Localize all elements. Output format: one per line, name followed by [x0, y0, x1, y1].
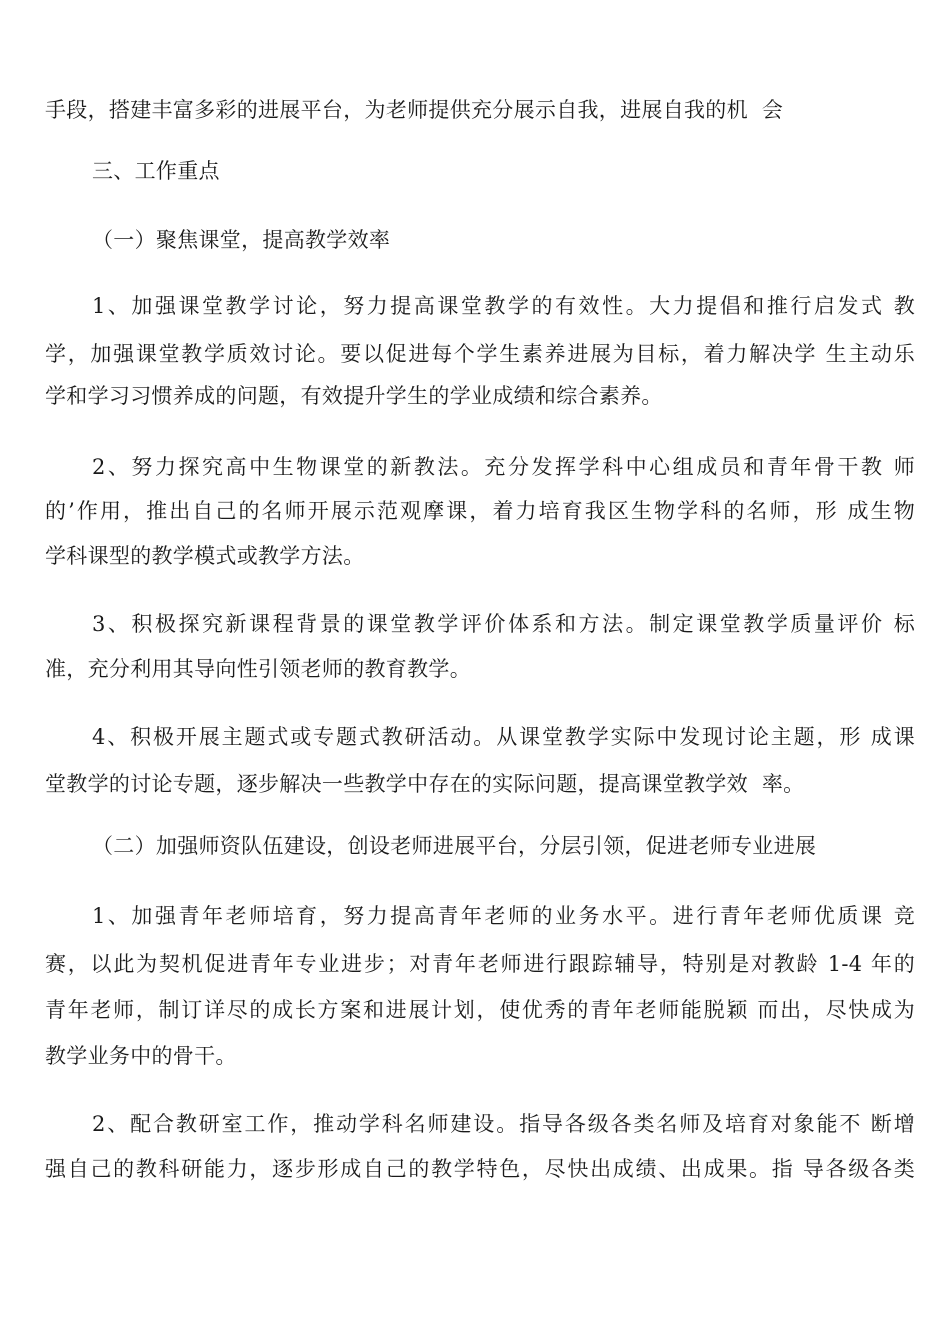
subsection-heading: （一）聚焦课堂，提高教学效率: [92, 228, 391, 252]
paragraph-line: 青年老师，制订详尽的成长方案和进展计划，使优秀的青年老师能脱颖 而出，尽快成为: [45, 998, 915, 1022]
paragraph-line: 3、积极探究新课程背景的课堂教学评价体系和方法。制定课堂教学质量评价 标: [92, 612, 915, 636]
paragraph-line: 准，充分利用其导向性引领老师的教育教学。: [45, 657, 471, 681]
paragraph-line: 的’作用，推出自己的名师开展示范观摩课，着力培育我区生物学科的名师，形 成生物: [45, 499, 915, 523]
paragraph-line: 学，加强课堂教学质效讨论。要以促进每个学生素养进展为目标，着力解决学 生主动乐: [45, 342, 915, 366]
paragraph-line: 学科课型的教学模式或教学方法。: [45, 544, 365, 568]
paragraph-line: 教学业务中的骨干。: [45, 1044, 237, 1068]
paragraph-line: 1、加强青年老师培育，努力提高青年老师的业务水平。进行青年老师优质课 竞: [92, 904, 915, 928]
paragraph-line: 学和学习习惯养成的问题，有效提升学生的学业成绩和综合素养。: [45, 384, 663, 408]
paragraph-line: 1、加强课堂教学讨论，努力提高课堂教学的有效性。大力提倡和推行启发式 教: [92, 294, 915, 318]
paragraph-line: 2、配合教研室工作，推动学科名师建设。指导各级各类名师及培育对象能不 断增: [92, 1112, 915, 1136]
paragraph-line: 2、努力探究高中生物课堂的新教法。充分发挥学科中心组成员和青年骨干教 师: [92, 455, 915, 479]
paragraph-line: 手段，搭建丰富多彩的进展平台，为老师提供充分展示自我，进展自我的机 会: [45, 98, 784, 122]
paragraph-line: 4、积极开展主题式或专题式教研活动。从课堂教学实际中发现讨论主题，形 成课: [92, 725, 915, 749]
paragraph-line: 赛，以此为契机促进青年专业进步；对青年老师进行跟踪辅导，特别是对教龄 1-4 年的: [45, 952, 915, 976]
paragraph-line: 强自己的教科研能力，逐步形成自己的教学特色，尽快出成绩、出成果。指 导各级各类: [45, 1157, 915, 1181]
section-heading: 三、工作重点: [92, 159, 220, 183]
subsection-heading: （二）加强师资队伍建设，创设老师进展平台，分层引领，促进老师专业进展: [92, 834, 817, 858]
paragraph-line: 堂教学的讨论专题，逐步解决一些教学中存在的实际问题，提高课堂教学效 率。: [45, 772, 805, 796]
